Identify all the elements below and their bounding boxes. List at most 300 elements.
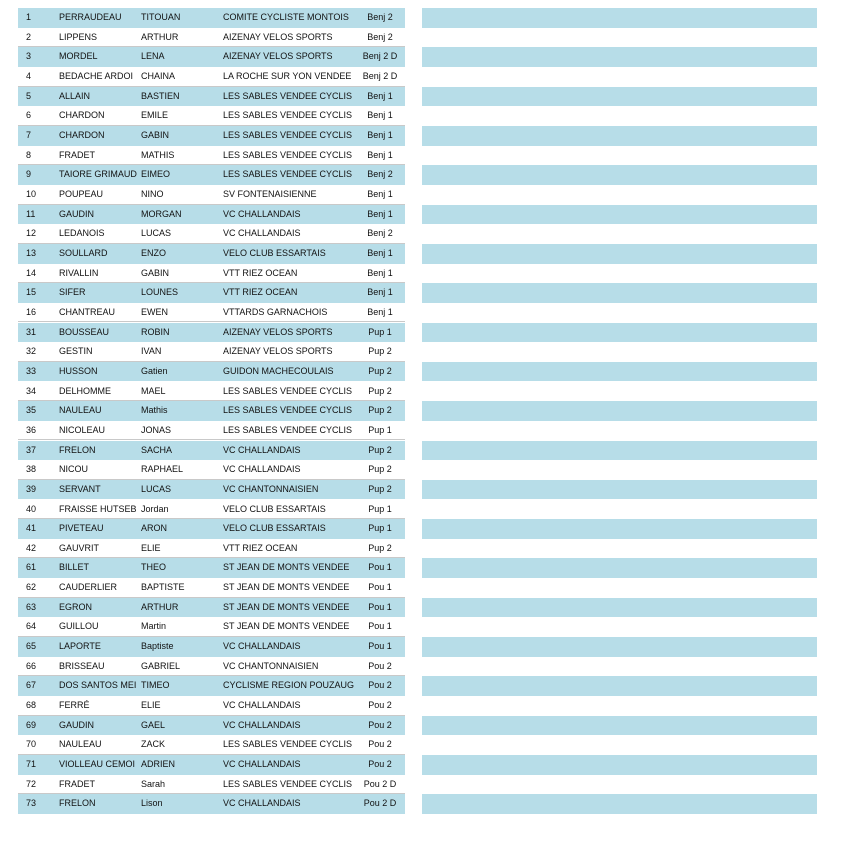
row-data-band [18,185,405,205]
row-data-band [18,755,405,775]
category: Pou 2 [368,660,392,671]
table-row [18,696,817,716]
table-row [18,500,817,520]
last-name: RIVALLIN [59,267,99,278]
category: Benj 2 [367,31,393,42]
row-side-band [422,441,817,461]
table-row [18,342,817,362]
last-name: FERRÉ [59,700,90,711]
row-side-band [422,146,817,166]
club-name: LES SABLES VENDEE CYCLIS [223,110,353,121]
bib-number: 71 [26,759,37,770]
club-name: LES SABLES VENDEE CYCLIS [223,169,353,180]
row-side-band [422,519,817,539]
row-side-band [422,421,817,441]
row-data-band [18,362,405,382]
last-name: FRADET [59,778,95,789]
bib-number: 37 [26,444,37,455]
club-name: VC CHALLANDAIS [223,444,301,455]
first-name: EWEN [141,306,168,317]
club-name: GUIDON MACHECOULAIS [223,365,334,376]
first-name: ELIE [141,700,161,711]
row-data-band [18,696,405,716]
bib-number: 3 [26,51,32,62]
last-name: PERRAUDEAU [59,12,122,22]
table-row [18,460,817,480]
bib-number: 8 [26,149,32,160]
bib-number: 38 [26,464,37,475]
bib-number: 69 [26,719,37,730]
first-name: TITOUAN [141,12,181,22]
club-name: LES SABLES VENDEE CYCLIS [223,778,353,789]
table-row [18,323,817,343]
bib-number: 36 [26,424,37,435]
row-side-band [422,617,817,637]
first-name: EIMEO [141,169,171,180]
club-name: VC CHALLANDAIS [223,700,301,711]
row-data-band [18,441,405,461]
category: Benj 1 [367,90,393,101]
last-name: FRADET [59,149,95,160]
last-name: DELHOMME [59,385,112,396]
row-data-band [18,657,405,677]
category: Pou 1 [368,621,392,632]
club-name: VC CHALLANDAIS [223,208,301,219]
category: Pou 2 [368,759,392,770]
club-name: SV FONTENAISIENNE [223,188,317,199]
club-name: VTT RIEZ OCEAN [223,542,298,553]
last-name: FRELON [59,444,96,455]
first-name: Martin [141,621,167,632]
bib-number: 16 [26,306,37,317]
club-name: VELO CLUB ESSARTAIS [223,247,326,258]
last-name: SIFER [59,287,86,298]
row-data-band [18,617,405,637]
club-name: AIZENAY VELOS SPORTS [223,51,333,62]
bib-number: 13 [26,247,37,258]
category: Pou 1 [368,562,392,573]
bib-number: 63 [26,601,37,612]
row-side-band [422,323,817,343]
row-side-band [422,283,817,303]
last-name: CAUDERLIER [59,582,118,593]
category: Pup 2 [368,542,392,553]
club-name: VC CHALLANDAIS [223,228,301,239]
first-name: GABRIEL [141,660,181,671]
first-name: CHAINA [141,70,176,81]
club-name: LES SABLES VENDEE CYCLIS [223,149,353,160]
row-data-band [18,716,405,736]
table-row [18,794,817,814]
club-name: ST JEAN DE MONTS VENDEE [223,562,350,573]
first-name: SACHA [141,444,173,455]
bib-number: 5 [26,90,32,101]
row-data-band [18,637,405,657]
table-row [18,755,817,775]
table-row [18,283,817,303]
category: Pou 1 [368,582,392,593]
category: Pup 2 [368,365,392,376]
last-name: NAULEAU [59,405,102,416]
table-row [18,28,817,48]
category: Pup 2 [368,483,392,494]
last-name: CHARDON [59,129,105,140]
last-name: GESTIN [59,346,93,357]
table-row [18,637,817,657]
first-name: GAEL [141,719,166,730]
row-data-band [18,28,405,48]
row-data-band [18,47,405,67]
last-name: BOUSSEAU [59,326,110,337]
table-row [18,539,817,559]
row-data-band [18,500,405,520]
row-side-band [422,205,817,225]
club-name: AIZENAY VELOS SPORTS [223,326,333,337]
last-name: LAPORTE [59,641,101,652]
club-name: VC CHANTONNAISIEN [223,660,319,671]
bib-number: 15 [26,287,37,298]
last-name: TAIORE GRIMAUD [59,169,137,180]
row-data-band [18,87,405,107]
row-data-band [18,264,405,284]
club-name: LES SABLES VENDEE CYCLIS [223,424,353,435]
first-name: BAPTISTE [141,582,185,593]
bib-number: 73 [26,798,37,809]
last-name: NICOU [59,464,88,475]
table-row [18,519,817,539]
category: Pup 2 [368,405,392,416]
row-side-band [422,362,817,382]
row-side-band [422,637,817,657]
last-name: GAUDIN [59,208,95,219]
row-side-band [422,8,817,28]
row-data-band [18,224,405,244]
category: Pup 2 [368,346,392,357]
row-data-band [18,794,405,814]
category: Pup 2 [368,385,392,396]
bib-number: 41 [26,523,37,534]
last-name: BILLET [59,562,90,573]
category: Pou 2 [368,700,392,711]
row-data-band [18,323,405,343]
bib-number: 1 [26,12,32,22]
last-name: PIVETEAU [59,523,104,534]
row-side-band [422,500,817,520]
row-side-band [422,165,817,185]
last-name: HUSSON [59,365,98,376]
row-data-band [18,401,405,421]
table-row [18,441,817,461]
first-name: ARTHUR [141,31,179,42]
category: Benj 1 [367,188,393,199]
category: Pup 2 [368,444,392,455]
row-side-band [422,696,817,716]
category: Pou 2 D [363,798,397,809]
bib-number: 61 [26,562,37,573]
row-side-band [422,382,817,402]
bib-number: 6 [26,110,32,121]
club-name: LA ROCHE SUR YON VENDEE [223,70,352,81]
table-row [18,578,817,598]
table-row [18,264,817,284]
row-data-band [18,382,405,402]
category: Pou 2 [368,719,392,730]
row-side-band [422,676,817,696]
club-name: VC CHALLANDAIS [223,759,301,770]
bib-number: 62 [26,582,37,593]
bib-number: 33 [26,365,37,376]
last-name: EGRON [59,601,93,612]
bib-number: 42 [26,542,37,553]
last-name: GUILLOU [59,621,99,632]
row-side-band [422,657,817,677]
club-name: LES SABLES VENDEE CYCLIS [223,90,353,101]
row-side-band [422,480,817,500]
row-data-band [18,205,405,225]
club-name: ST JEAN DE MONTS VENDEE [223,601,350,612]
last-name: LEDANOIS [59,228,105,239]
first-name: THEO [141,562,167,573]
row-data-band [18,558,405,578]
last-name: VIOLLEAU CEMOI [59,759,136,770]
row-side-band [422,716,817,736]
category: Benj 1 [367,306,393,317]
bib-number: 40 [26,503,37,514]
row-data-band [18,421,405,441]
row-side-band [422,303,817,323]
club-name: ST JEAN DE MONTS VENDEE [223,621,350,632]
first-name: ARTHUR [141,601,179,612]
category: Pou 2 [368,680,392,691]
bib-number: 4 [26,70,32,81]
first-name: LOUNES [141,287,179,298]
club-name: VC CHALLANDAIS [223,464,301,475]
category: Pup 1 [368,326,392,337]
club-name: VC CHALLANDAIS [223,641,301,652]
bib-number: 14 [26,267,37,278]
row-side-band [422,558,817,578]
last-name: NICOLEAU [59,424,106,435]
table-row [18,244,817,264]
row-data-band [18,598,405,618]
club-name: VTT RIEZ OCEAN [223,287,298,298]
club-name: AIZENAY VELOS SPORTS [223,346,333,357]
first-name: GABIN [141,129,170,140]
first-name: Jordan [141,503,169,514]
club-name: CYCLISME REGION POUZAUG [223,680,355,691]
first-name: GABIN [141,267,170,278]
bib-number: 12 [26,228,37,239]
row-data-band [18,735,405,755]
row-side-band [422,244,817,264]
row-data-band [18,303,405,323]
last-name: ALLAIN [59,90,91,101]
first-name: TIMEO [141,680,170,691]
table-row [18,126,817,146]
row-side-band [422,126,817,146]
club-name: COMITE CYCLISTE MONTOIS [223,12,349,22]
row-data-band [18,283,405,303]
first-name: Baptiste [141,641,174,652]
last-name: MORDEL [59,51,98,62]
bib-number: 72 [26,778,37,789]
row-data-band [18,578,405,598]
table-row [18,106,817,126]
category: Benj 1 [367,208,393,219]
first-name: MORGAN [141,208,182,219]
table-row [18,382,817,402]
first-name: Lison [141,798,163,809]
row-side-band [422,224,817,244]
last-name: CHANTREAU [59,306,116,317]
row-data-band [18,106,405,126]
club-name: LES SABLES VENDEE CYCLIS [223,739,353,750]
row-data-band [18,146,405,166]
row-side-band [422,342,817,362]
category: Pup 1 [368,424,392,435]
bib-number: 68 [26,700,37,711]
row-side-band [422,539,817,559]
row-data-band [18,8,405,28]
last-name: NAULEAU [59,739,102,750]
first-name: ROBIN [141,326,170,337]
category: Benj 1 [367,149,393,160]
table-row [18,224,817,244]
row-data-band [18,342,405,362]
row-data-band [18,519,405,539]
table-row [18,362,817,382]
table-row [18,165,817,185]
category: Pou 2 D [363,778,397,789]
bib-number: 31 [26,326,37,337]
table-row [18,480,817,500]
first-name: ELIE [141,542,161,553]
table-row [18,598,817,618]
club-name: LES SABLES VENDEE CYCLIS [223,405,353,416]
row-side-band [422,755,817,775]
row-data-band [18,775,405,795]
table-row [18,735,817,755]
row-data-band [18,539,405,559]
category: Benj 1 [367,129,393,140]
last-name: FRELON [59,798,96,809]
first-name: ENZO [141,247,167,258]
category: Benj 2 D [362,51,398,62]
row-data-band [18,126,405,146]
row-side-band [422,264,817,284]
club-name: VTT RIEZ OCEAN [223,267,298,278]
category: Benj 1 [367,247,393,258]
table-row [18,716,817,736]
bib-number: 67 [26,680,37,691]
last-name: BRISSEAU [59,660,105,671]
bib-number: 65 [26,641,37,652]
table-row [18,617,817,637]
table-row [18,421,817,441]
last-name: DOS SANTOS MEI [59,680,137,691]
first-name: IVAN [141,346,162,357]
row-data-band [18,676,405,696]
bib-number: 66 [26,660,37,671]
row-side-band [422,794,817,814]
category: Pup 1 [368,523,392,534]
first-name: BASTIEN [141,90,180,101]
category: Benj 1 [367,287,393,298]
category: Benj 1 [367,267,393,278]
last-name: BEDACHE ARDOI [59,70,134,81]
last-name: SOULLARD [59,247,108,258]
club-name: LES SABLES VENDEE CYCLIS [223,129,353,140]
bib-number: 39 [26,483,37,494]
row-side-band [422,106,817,126]
club-name: VC CHALLANDAIS [223,719,301,730]
row-data-band [18,244,405,264]
last-name: SERVANT [59,483,101,494]
category: Benj 2 [367,12,393,22]
club-name: VELO CLUB ESSARTAIS [223,523,326,534]
row-side-band [422,47,817,67]
last-name: LIPPENS [59,31,98,42]
bib-number: 70 [26,739,37,750]
category: Benj 2 D [362,70,398,81]
bib-number: 2 [26,31,32,42]
row-side-band [422,401,817,421]
table-row [18,67,817,87]
last-name: POUPEAU [59,188,104,199]
table-row [18,47,817,67]
table-row [18,87,817,107]
bib-number: 34 [26,385,37,396]
first-name: NINO [141,188,164,199]
row-side-band [422,67,817,87]
first-name: ARON [141,523,168,534]
first-name: Gatien [141,365,168,376]
category: Benj 1 [367,110,393,121]
first-name: MAEL [141,385,166,396]
row-data-band [18,480,405,500]
category: Benj 2 [367,228,393,239]
first-name: ADRIEN [141,759,176,770]
first-name: EMILE [141,110,169,121]
first-name: RAPHAEL [141,464,184,475]
row-side-band [422,578,817,598]
table-row [18,146,817,166]
table-row [18,8,817,28]
club-name: LES SABLES VENDEE CYCLIS [223,385,353,396]
last-name: CHARDON [59,110,105,121]
table-row [18,676,817,696]
bib-number: 7 [26,129,32,140]
first-name: Mathis [141,405,168,416]
club-name: VC CHANTONNAISIEN [223,483,319,494]
row-side-band [422,87,817,107]
first-name: LUCAS [141,228,172,239]
first-name: MATHIS [141,149,175,160]
last-name: FRAISSE HUTSEB [59,503,137,514]
first-name: LUCAS [141,483,172,494]
row-side-band [422,735,817,755]
club-name: AIZENAY VELOS SPORTS [223,31,333,42]
table-row [18,401,817,421]
last-name: GAUDIN [59,719,95,730]
row-side-band [422,460,817,480]
last-name: GAUVRIT [59,542,100,553]
row-data-band [18,67,405,87]
category: Pou 2 [368,739,392,750]
category: Pou 1 [368,641,392,652]
table-row [18,657,817,677]
table-row [18,205,817,225]
